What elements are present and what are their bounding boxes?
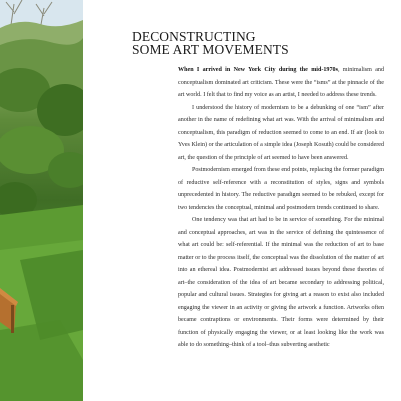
article-title-line-1: DECONSTRUCTING [132,29,256,44]
paragraph-2: I understood the history of modernism to be a debunking of one “ism” after another in the name of redefining what art was. With the arrival of minimalism and conceptualism, this paradigm of reduction seemed to come to an end. If air (look to Yves Klein) or the articulation of a simple idea (Joseph Kosuth) could be considered art, the question of the principle of art seemed to have been answered. [178,104,384,161]
article-body [178,64,384,352]
garden-photo-illustration [0,0,83,401]
paragraph-1 [178,64,384,102]
garden-photo [0,0,83,401]
paragraph-1-text: , minimalism and conceptualism dominated art criticism. These were the “isms” at the pinnacle of the art world. I felt that to find my voice as an artist, I needed to address these trends. [178,67,385,98]
article-panel [83,0,401,401]
article-title-line-2: SOME ART MOVEMENTS [132,42,289,57]
article-title [132,30,289,56]
lead-in: When I arrived in New York City during the mid-1970s [178,67,338,73]
paragraph-4: One tendency was that art had to be in service of something. For the minimal and conceptual approaches, art was in the service of defining the quintessence of what art could be: self-referential. If the minimal was the reduction of art to base matter or to the process itself, the conceptual was the dissolution of the matter of art into an ethereal idea. Postmodernist art addressed issues beyond these theories of art–the consideration of the idea of art became secondary to addressing political, popular and cultural issues. Strategies for giving art a reason to exist also included engaging the viewer in an activity or giving the artwork a function. Artworks often became contraptions or environments. Their forms were determined by their function of physically engaging the viewer, or at least looking like the work was able to do something–think of a tool–thus subverting aesthetic [178,217,384,348]
paragraph-3: Postmodernism emerged from these end points, replacing the former paradigm of reductive self-reference with a reconstitution of styles, signs and symbols unprecedented in history. The reductive paradigm seemed to be rebuked, except for two tendencies the conceptual, minimal and postmodern trends continued to share. [178,167,384,211]
